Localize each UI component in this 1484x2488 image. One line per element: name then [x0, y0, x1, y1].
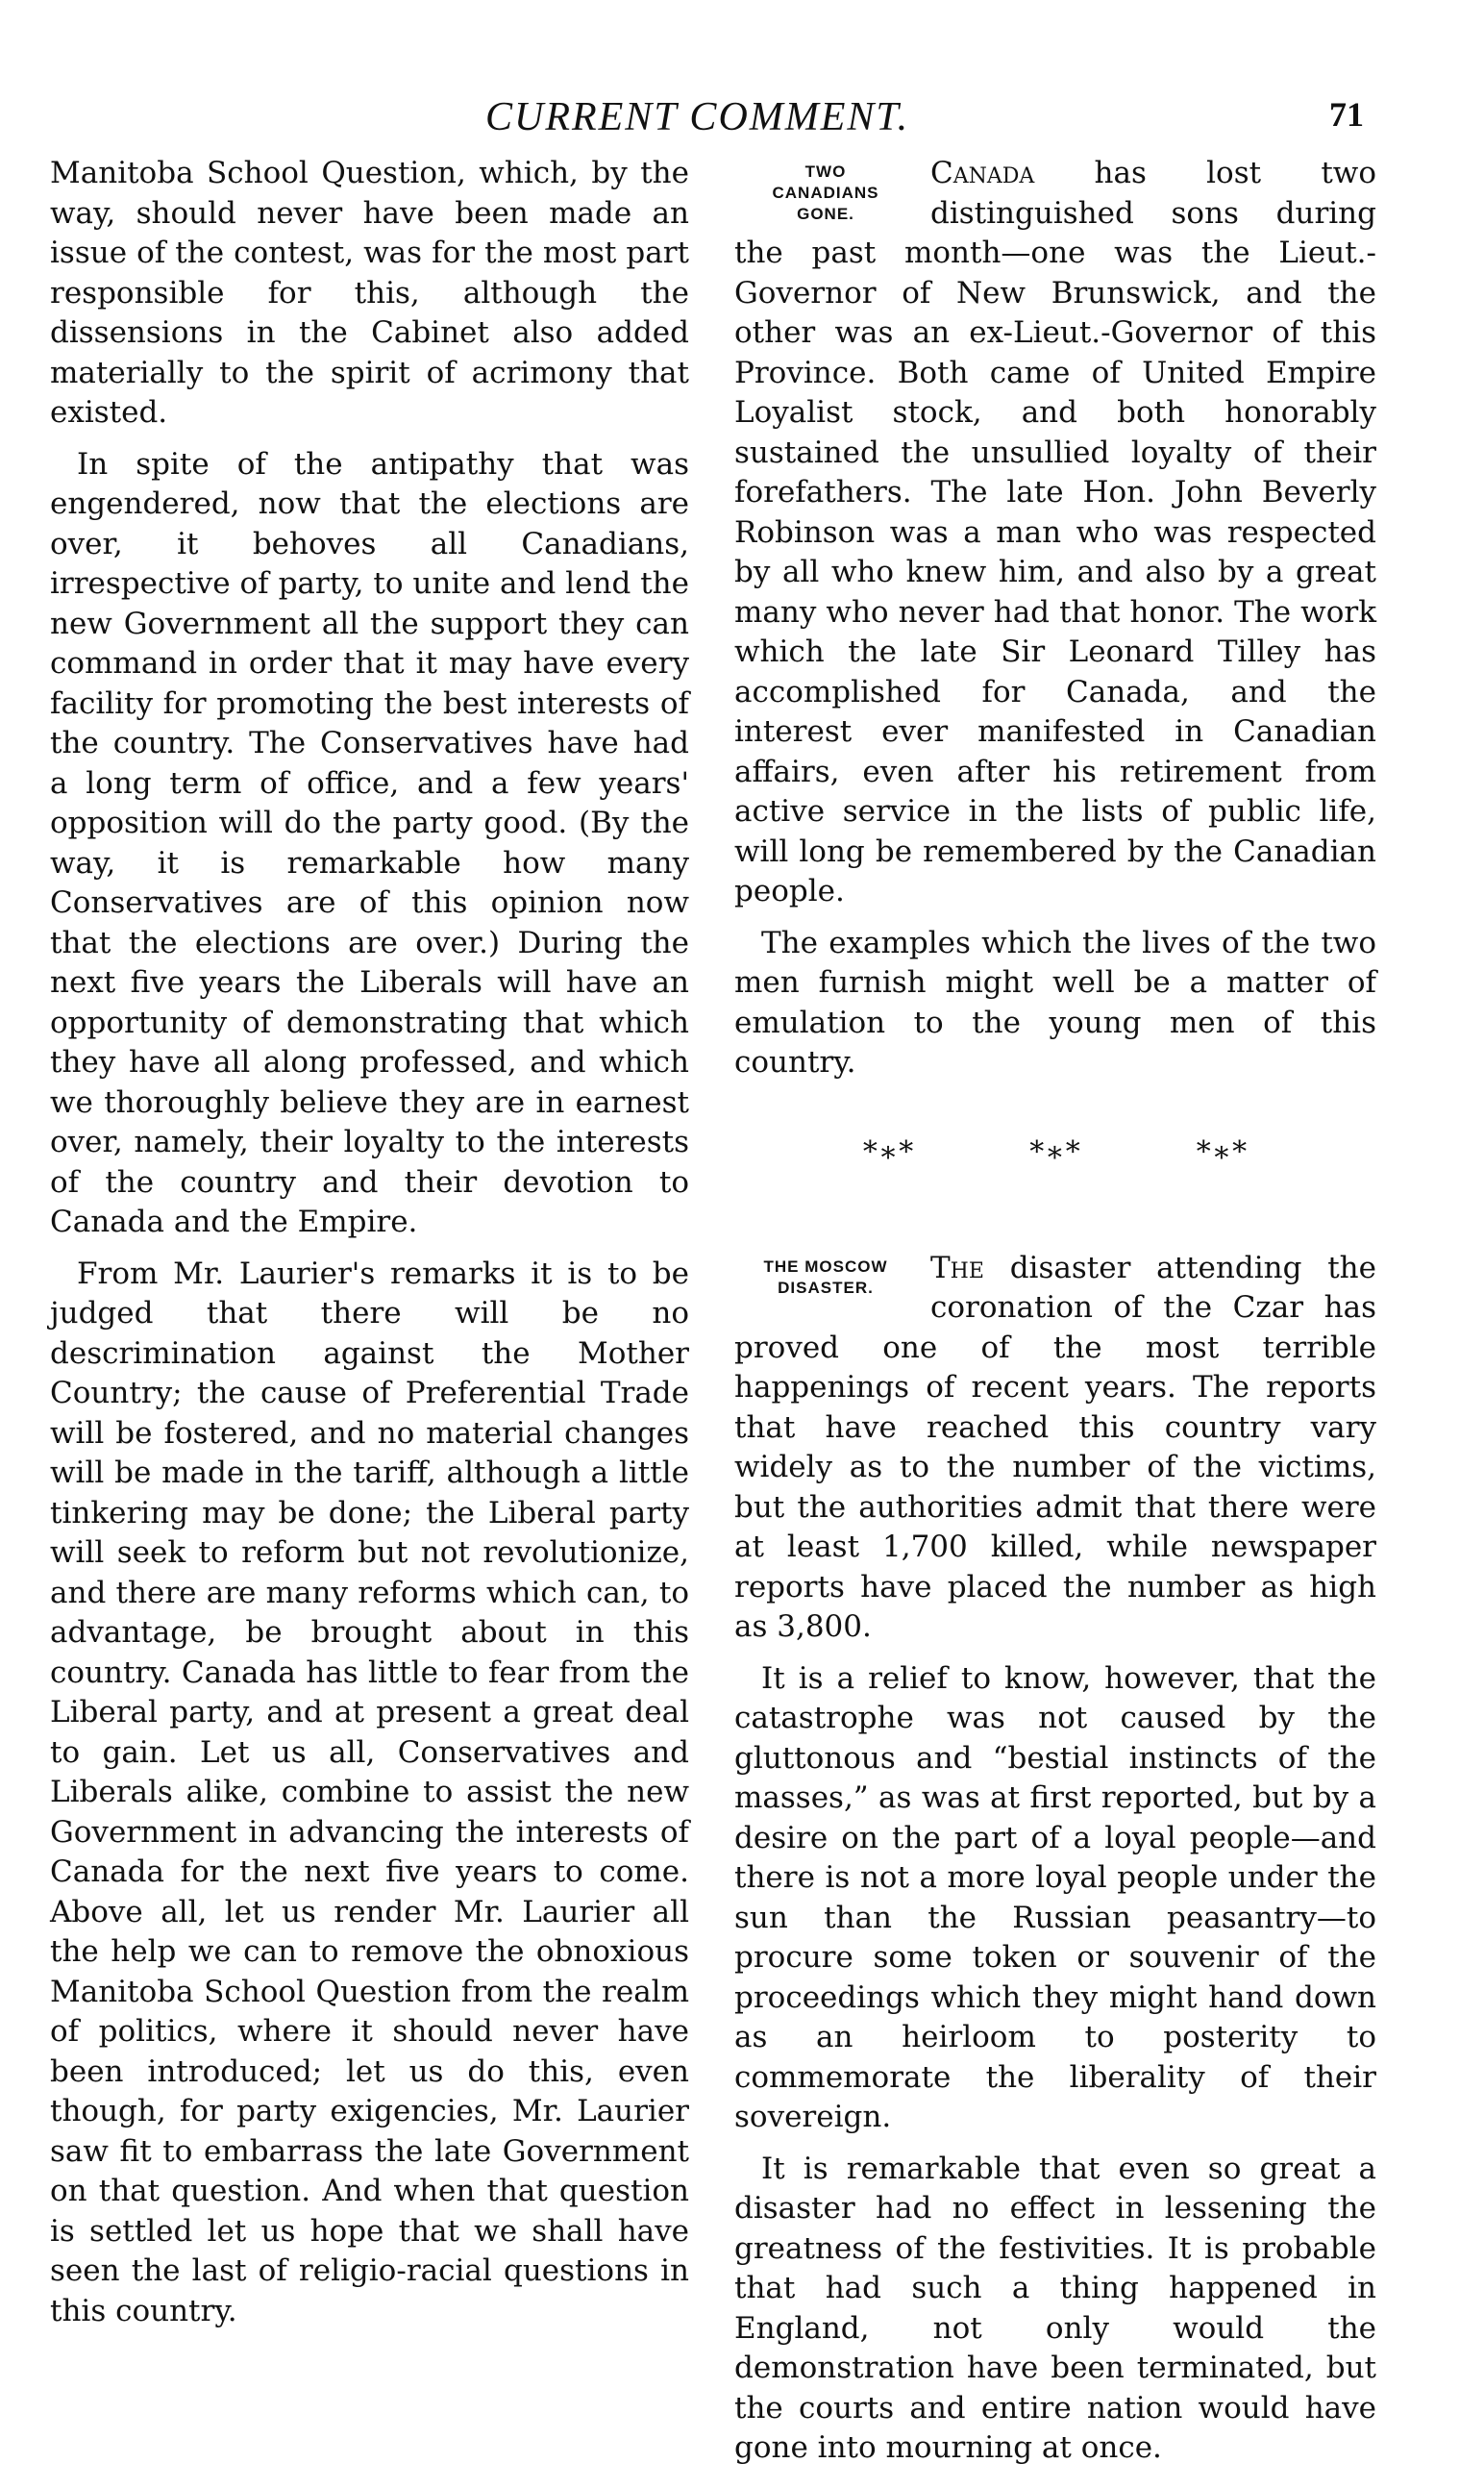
side-heading-moscow-disaster	[734, 1256, 917, 1299]
paragraph-right-5: It is remarkable that even so great a disaster had no effect in lessening the greatness of the festivities. It is probable that had such a thing happened in England, not only would the demonstration have been terminated, but the courts and entire nation would have gone into mourning at once.	[734, 2151, 1376, 2465]
section-moscow-disaster	[734, 1249, 1376, 2469]
page-number: 71	[1329, 95, 1364, 134]
left-column	[50, 154, 689, 2343]
paragraph-right-3	[734, 1249, 1376, 1648]
lead-word: The	[930, 1250, 984, 1285]
side-heading-line: TWO	[804, 162, 847, 181]
paragraph-right-4: It is a relief to know, however, that the catastrophe was not caused by the gluttonous and “bestial instincts of the masses,” as was at first reported, but by a desire on the part of a loyal people—and there is not a more loyal people under the sun than the Russian peasantry—to procure some token or souvenir of the proceedings which they might hand down as an heirloom to posterity to commemorate the liberality of their sovereign.	[734, 1660, 1376, 2134]
side-heading-line: THE MOSCOW	[763, 1256, 888, 1276]
paragraph-left-3: From Mr. Laurier's remarks it is to be judged that there will be no descrimination against the Mother Country; the cause of Preferential Trade will be fostered, and no material changes will be made in the tariff, although a little tinkering may be done; the Liberal party will seek to reform but not revolutionize, and there are many reforms which can, to advantage, be brought about in this country. Canada has little to fear from the Liberal party, and at present a great deal to gain. Let us all, Conservatives and Liberals alike, combine to assist the new Government in advancing the interests of Canada for the next five years to come. Above all, let us render Mr. Laurier all the help we can to remove the obnoxious Manitoba School Question from the realm of politics, where it should never have been introduced; let us do this, even though, for party exigencies, Mr. Laurier saw fit to embarrass the late Government on that question. And when that question is settled let us hope that we shall have seen the last of religio-racial questions in this country.	[50, 1256, 689, 2328]
section-break	[734, 1095, 1376, 1210]
paragraph-text: has lost two distinguished sons during the past month—one was the Lieut.-Governor of New Brunswick, and the other was an ex-Lieut.-Governor of this Province. Both came of United Empire Loyalist stock, and both honorably sustained the unsullied loyalty of their forefathers. The late Hon. John Beverly Robinson was a man who was respected by all who knew him, and also by a great many who never had that honor. The work which the late Sir Leonard Tilley has accomplished for Canada, and the interest ever manifested in Canadian affairs, even after his retirement from active service in the lists of public life, will long be remembered by the Canadian people.	[734, 156, 1376, 908]
paragraph-right-2: The examples which the lives of the two men furnish might well be a matter of emulation to the young men of this country.	[734, 925, 1376, 1080]
paragraph-left-1: Manitoba School Question, which, by the way, should never have been made an issue of the contest, was for the most part responsible for this, although the dissensions in the Cabinet also added materially to the spirit of acrimony that existed.	[50, 156, 689, 430]
paragraph-right-1	[734, 154, 1376, 912]
side-heading-line: DISASTER.	[778, 1278, 874, 1297]
asterism: *∗*	[1029, 1134, 1081, 1169]
paragraph-left-2: In spite of the antipathy that was engendered, now that the elections are over, it behoves all Canadians, irrespective of party, to unite and lend the new Government all the support they can command in order that it may have every facility for promoting the best interests of the country. The Conservatives have had a long term of office, and a few years' opposition will do the party good. (By the way, it is remarkable how many Conservatives are of this opinion now that the elections are over.) During the next five years the Liberals will have an opportunity of demonstrating that which they have all along professed, and which we thoroughly believe they are in earnest over, namely, their loyalty to the interests of the country and their devotion to Canada and the Empire.	[50, 446, 689, 1239]
side-heading-line: GONE.	[797, 205, 854, 223]
right-column	[734, 154, 1376, 2480]
section-two-canadians	[734, 154, 1376, 1083]
asterism: *∗*	[1196, 1134, 1249, 1169]
lead-word: Canada	[930, 156, 1035, 190]
running-title: CURRENT COMMENT.	[485, 95, 910, 139]
side-heading-two-canadians	[734, 162, 917, 225]
asterism: *∗*	[862, 1134, 915, 1169]
side-heading-line: CANADIANS	[772, 184, 879, 202]
paragraph-text: disaster attending the coronation of the Czar has proved one of the most terrible happenings of recent years. The reports that have reached this country vary widely as to the number of the victims, but the authorities admit that there were at least 1,700 killed, while newspaper reports have placed the number as high as 3,800.	[734, 1250, 1376, 1644]
running-header	[0, 94, 1484, 152]
